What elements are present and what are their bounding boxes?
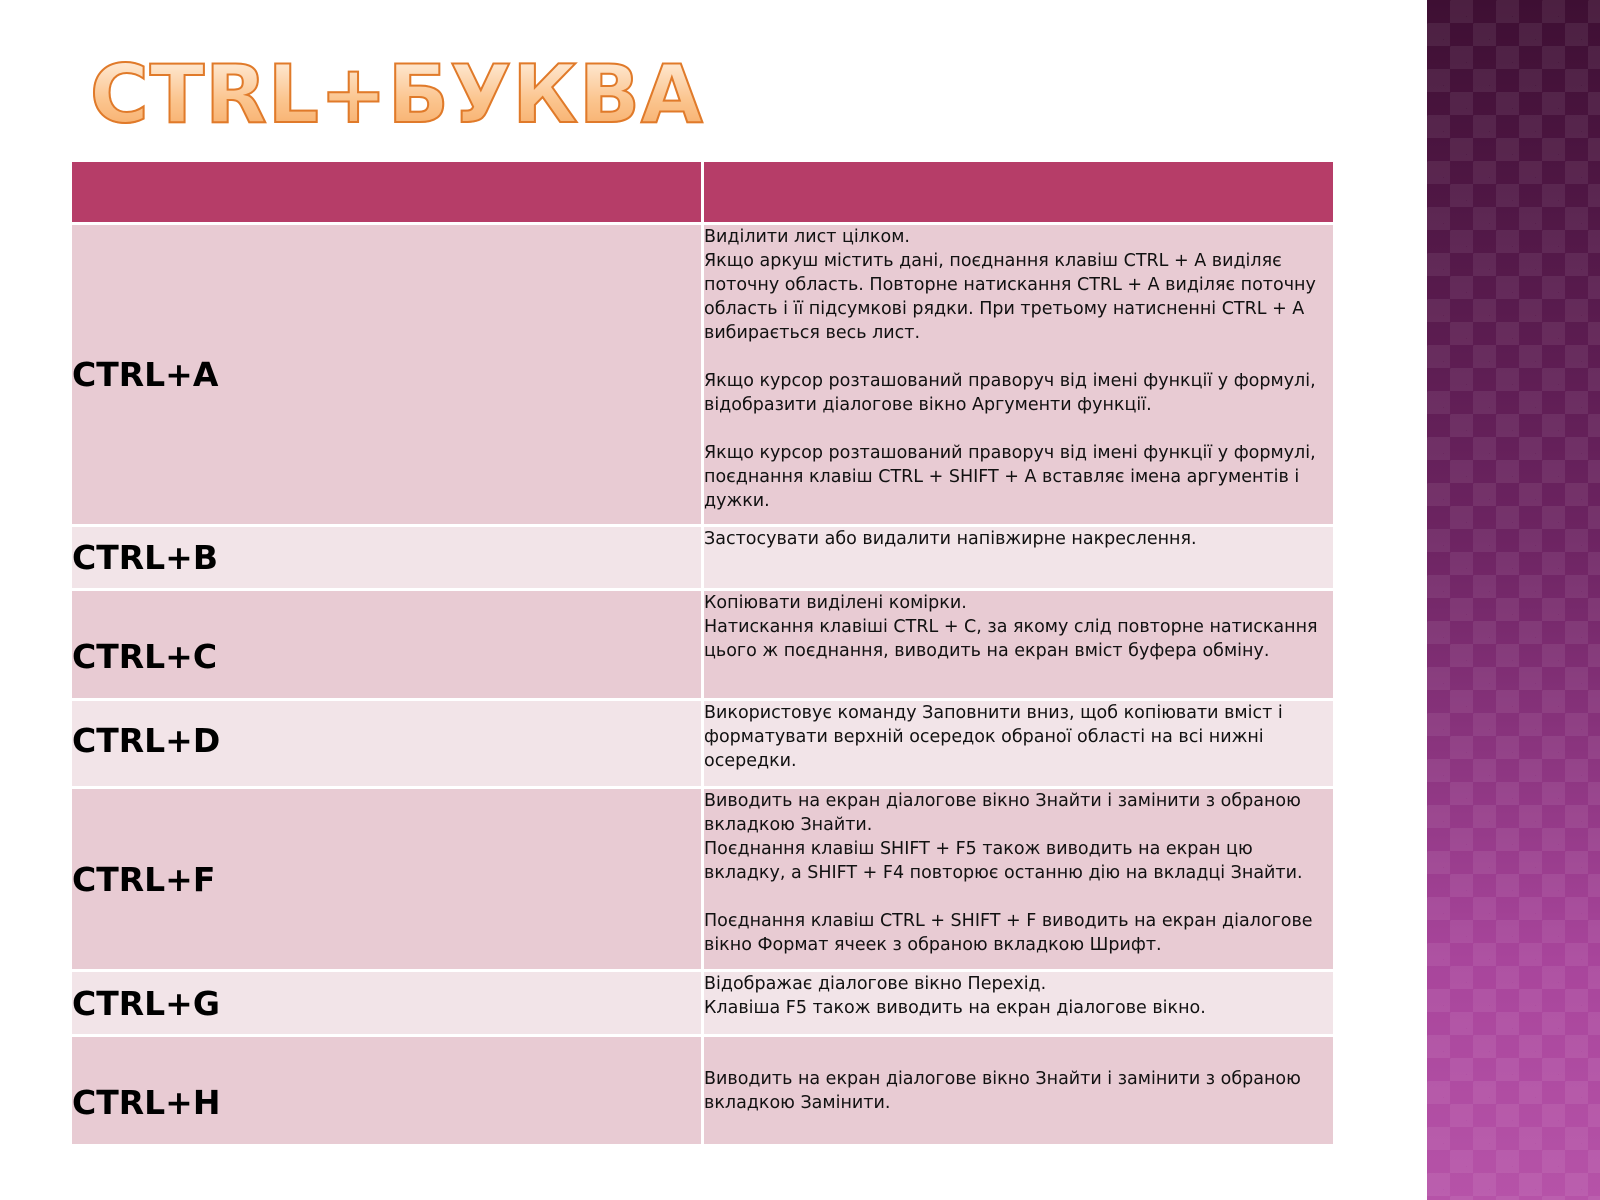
shortcut-description: Відображає діалогове вікно Перехід. Клавіша F5 також виводить на екран діалогове вікно. — [703, 971, 1335, 1036]
shortcut-description: Застосувати або видалити напівжирне накреслення. — [703, 526, 1335, 590]
shortcut-key: CTRL+F — [71, 788, 703, 971]
shortcut-description: Виділити лист цілком. Якщо аркуш містить дані, поєднання клавіш CTRL + A виділяє поточну область. Повторне натискання CTRL + A виділяє поточну область і її підсумкові рядки. При третьому натисненні CTRL + A вибирається весь лист. Якщо курсор розташований праворуч від імені функції у формулі, відобразити діалогове вікно Аргументи функції. Якщо курсор розташований праворуч від імені функції у формулі, поєднання клавіш CTRL + SHIFT + A вставляє імена аргументів і дужки. — [703, 224, 1335, 526]
header-cell-description — [703, 161, 1335, 224]
shortcut-key: CTRL+H — [71, 1036, 703, 1146]
shortcut-key: CTRL+A — [71, 224, 703, 526]
header-cell-key — [71, 161, 703, 224]
table-row — [71, 590, 1335, 700]
shortcut-description: Виводить на екран діалогове вікно Знайти і замінити з обраною вкладкою Замінити. — [703, 1036, 1335, 1146]
decorative-side-band — [1427, 0, 1600, 1200]
table-row — [71, 526, 1335, 590]
shortcut-description: Використовує команду Заповнити вниз, щоб копіювати вміст і форматувати верхній осередок обраної області на всі нижні осередки. — [703, 700, 1335, 788]
shortcuts-table — [69, 159, 1336, 1147]
shortcut-description: Копіювати виділені комірки. Натискання клавіші CTRL + C, за якому слід повторне натискання цього ж поєднання, виводить на екран вміст буфера обміну. — [703, 590, 1335, 700]
table-row — [71, 224, 1335, 526]
shortcut-key: CTRL+C — [71, 590, 703, 700]
table-row — [71, 788, 1335, 971]
table-row — [71, 700, 1335, 788]
table-header-row — [71, 161, 1335, 224]
shortcut-description: Виводить на екран діалогове вікно Знайти і замінити з обраною вкладкою Знайти. Поєднання клавіш SHIFT + F5 також виводить на екран цю вкладку, а SHIFT + F4 повторює останню дію на вкладці Знайти. Поєднання клавіш CTRL + SHIFT + F виводить на екран діалогове вікно Формат ячеек з обраною вкладкою Шрифт. — [703, 788, 1335, 971]
shortcut-key: CTRL+B — [71, 526, 703, 590]
table-row — [71, 1036, 1335, 1146]
slide-title: CTRL+БУКВА — [90, 48, 704, 141]
shortcut-key: CTRL+D — [71, 700, 703, 788]
table-row — [71, 971, 1335, 1036]
shortcut-key: CTRL+G — [71, 971, 703, 1036]
